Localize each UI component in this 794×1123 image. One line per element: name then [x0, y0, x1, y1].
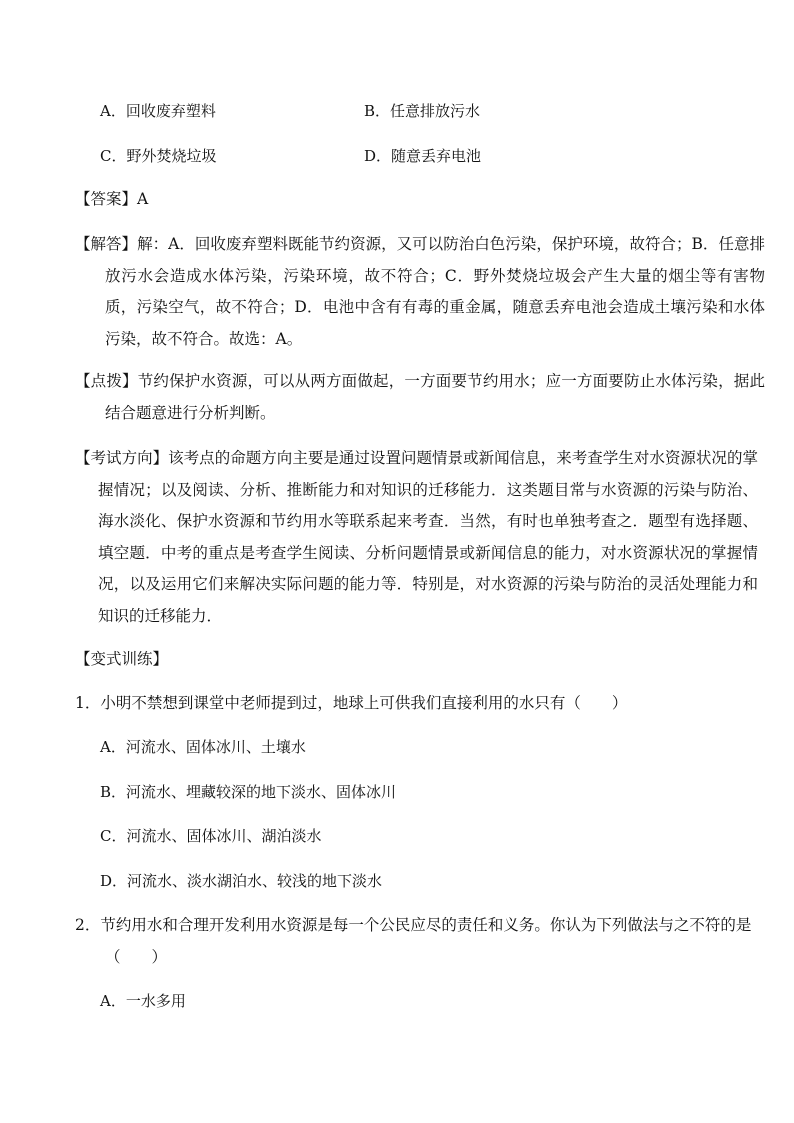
- question-1-option-b: B．河流水、埋藏较深的地下淡水、固体冰川: [100, 783, 397, 801]
- question-1-option-a: A．河流水、固体冰川、土壤水: [100, 738, 306, 756]
- variant-heading: 【变式训练】: [75, 650, 169, 668]
- tip-tag: 【点拨】: [75, 372, 138, 390]
- question-2-option-a: A．一水多用: [100, 992, 186, 1010]
- analysis-paragraph: [75, 229, 765, 355]
- prev-option-b: B．任意排放污水: [364, 102, 481, 120]
- tip-text: 节约保护水资源，可以从两方面做起，一方面要节约用水；应一方面要防止水体污染，据此结合题意进行分析判断。: [105, 372, 765, 422]
- answer-tag: 【答案】: [75, 190, 138, 208]
- question-1-option-d: D．河流水、淡水湖泊水、较浅的地下淡水: [100, 872, 383, 890]
- analysis-text: 解：A．回收废弃塑料既能节约资源，又可以防治白色污染，保护环境，故符合；B．任意排放污水会造成水体污染，污染环境，故不符合；C．野外焚烧垃圾会产生大量的烟尘等有害物质，污染空气，故不符合；D．电池中含有有毒的重金属，随意丢弃电池会造成土壤污染和水体污染，故不符合。故选：A。: [105, 235, 765, 348]
- question-2-stem: 2．节约用水和合理开发利用水资源是每一个公民应尽的责任和义务。你认为下列做法与之不符的是（ ）: [75, 916, 752, 966]
- prev-option-d: D．随意丢弃电池: [364, 147, 482, 165]
- question-1-option-c: C．河流水、固体冰川、湖泊淡水: [100, 827, 322, 845]
- answer-line: [75, 184, 735, 216]
- analysis-tag: 【解答】: [75, 235, 138, 253]
- exam-direction-paragraph: [75, 443, 758, 632]
- question-1-stem: 1．小明不禁想到课堂中老师提到过，地球上可供我们直接利用的水只有（ ）: [75, 694, 628, 712]
- tip-paragraph: [75, 366, 765, 429]
- exam-direction-tag: 【考试方向】: [75, 449, 169, 467]
- prev-option-c: C．野外焚烧垃圾: [100, 147, 217, 165]
- answer-value: A: [137, 190, 149, 208]
- prev-option-a: A．回收废弃塑料: [100, 102, 216, 120]
- exam-direction-text: 该考点的命题方向主要是通过设置问题情景或新闻信息，来考查学生对水资源状况的掌握情况；以及阅读、分析、推断能力和对知识的迁移能力．这类题目常与水资源的污染与防治、海水淡化、保护水资源和节约用水等联系起来考查．当然，有时也单独考查之．题型有选择题、填空题．中考的重点是考查学生阅读、分析问题情景或新闻信息的能力，对水资源状况的掌握情况，以及运用它们来解决实际问题的能力等．特别是，对水资源的污染与防治的灵活处理能力和知识的迁移能力．: [98, 449, 758, 625]
